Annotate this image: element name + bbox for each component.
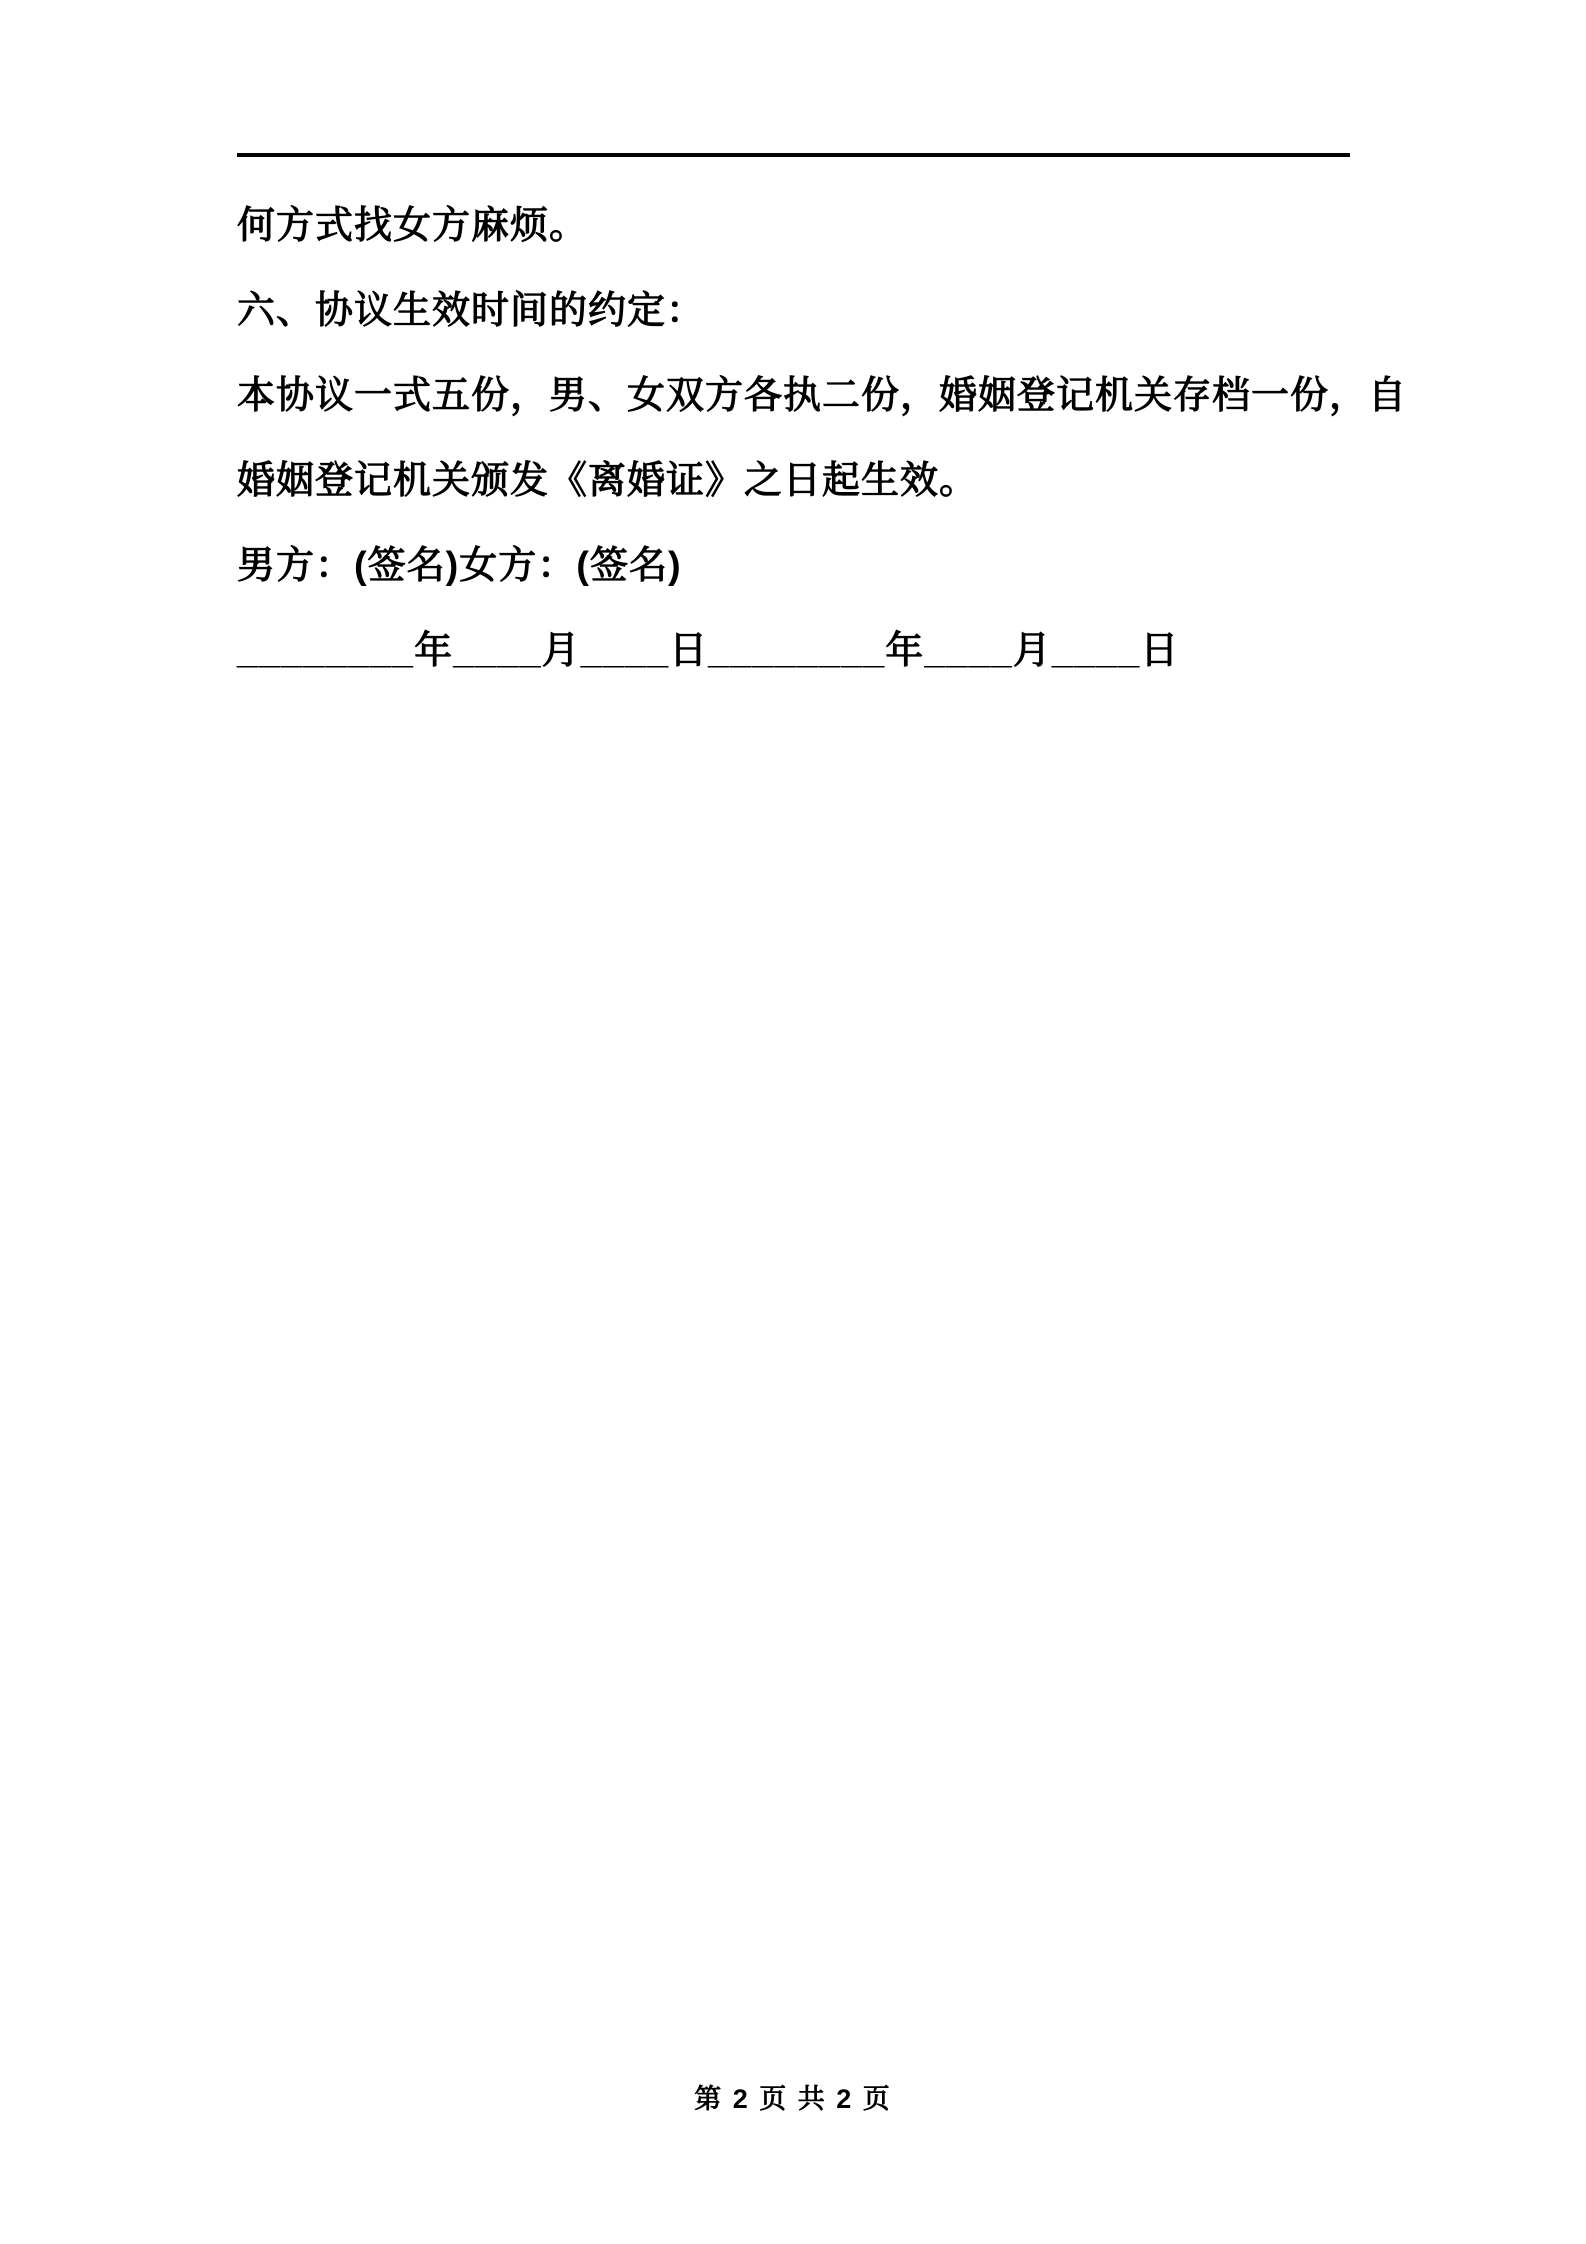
effectiveness-paragraph-line-2: 婚姻登记机关颁发《离婚证》之日起生效。 [237,460,979,502]
document-body [237,184,1417,694]
date-blanks-row: ________年____月____日________年____月____日 [237,630,1180,672]
section-six-heading: 六、协议生效时间的约定： [237,290,706,332]
signature-row: 男方：(签名)女方：(签名) [237,545,682,587]
page-number-footer: 第 2 页 共 2 页 [694,2084,892,2114]
paragraph-tail-line: 何方式找女方麻烦。 [237,205,589,247]
effectiveness-paragraph-line-1: 本协议一式五份，男、女双方各执二份，婚姻登记机关存档一份，自 [237,375,1408,417]
header-divider-rule [237,153,1350,157]
